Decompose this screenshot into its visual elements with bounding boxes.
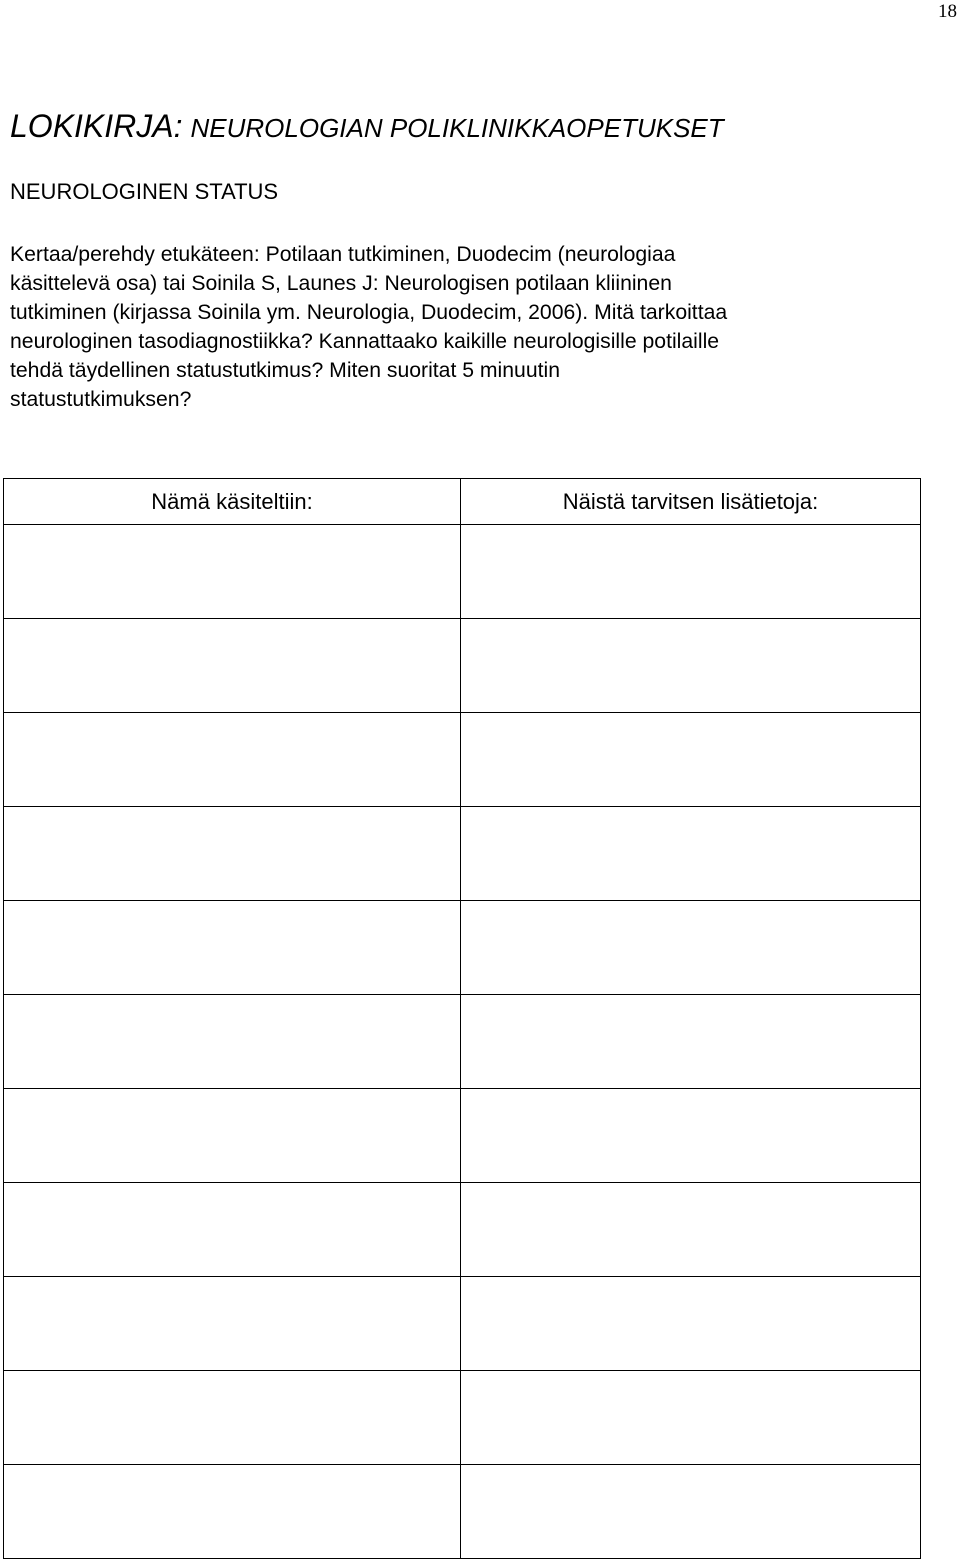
need-more-info-cell[interactable] [461,619,921,713]
table-row [4,807,921,901]
table-body [4,525,921,1559]
instructions-line: tutkiminen (kirjassa Soinila ym. Neurologia, Duodecim, 2006). Mitä tarkoittaa [10,301,728,324]
table-row [4,1183,921,1277]
need-more-info-cell[interactable] [461,1465,921,1559]
need-more-info-cell[interactable] [461,807,921,901]
table-row [4,1089,921,1183]
instructions-paragraph [10,240,930,414]
covered-topic-cell[interactable] [4,1277,461,1371]
document-title [10,106,724,148]
log-table [3,478,921,1559]
instructions-line: tehdä täydellinen statustutkimus? Miten suoritat 5 minuutin [10,359,560,382]
covered-topic-cell[interactable] [4,1183,461,1277]
table-row [4,619,921,713]
need-more-info-cell[interactable] [461,1183,921,1277]
covered-topic-cell[interactable] [4,619,461,713]
table-row [4,901,921,995]
table-row [4,1371,921,1465]
table-row [4,995,921,1089]
need-more-info-cell[interactable] [461,525,921,619]
need-more-info-cell[interactable] [461,1277,921,1371]
table-row [4,1277,921,1371]
table-row [4,525,921,619]
covered-topic-cell[interactable] [4,1089,461,1183]
covered-topic-cell[interactable] [4,995,461,1089]
covered-topic-cell[interactable] [4,901,461,995]
page-number: 18 [938,1,957,22]
title-lead: LOKIKIRJA: [10,108,183,144]
table-row [4,1465,921,1559]
column-header-covered: Nämä käsiteltiin: [4,479,461,525]
need-more-info-cell[interactable] [461,713,921,807]
table-row [4,713,921,807]
title-subtitle: NEUROLOGIAN POLIKLINIKKAOPETUKSET [190,113,724,143]
need-more-info-cell[interactable] [461,901,921,995]
covered-topic-cell[interactable] [4,807,461,901]
need-more-info-cell[interactable] [461,1371,921,1465]
need-more-info-cell[interactable] [461,995,921,1089]
instructions-line: Kertaa/perehdy etukäteen: Potilaan tutkiminen, Duodecim (neurologiaa [10,243,676,266]
instructions-line: käsittelevä osa) tai Soinila S, Launes J: Neurologisen potilaan kliininen [10,272,672,295]
need-more-info-cell[interactable] [461,1089,921,1183]
covered-topic-cell[interactable] [4,1465,461,1559]
instructions-line: neurologinen tasodiagnostiikka? Kannattaako kaikille neurologisille potilaille [10,330,720,353]
section-heading: NEUROLOGINEN STATUS [10,179,279,204]
covered-topic-cell[interactable] [4,525,461,619]
table-header-row [4,479,921,525]
instructions-line: statustutkimuksen? [10,388,192,411]
covered-topic-cell[interactable] [4,713,461,807]
column-header-need-more-info: Näistä tarvitsen lisätietoja: [461,479,921,525]
covered-topic-cell[interactable] [4,1371,461,1465]
